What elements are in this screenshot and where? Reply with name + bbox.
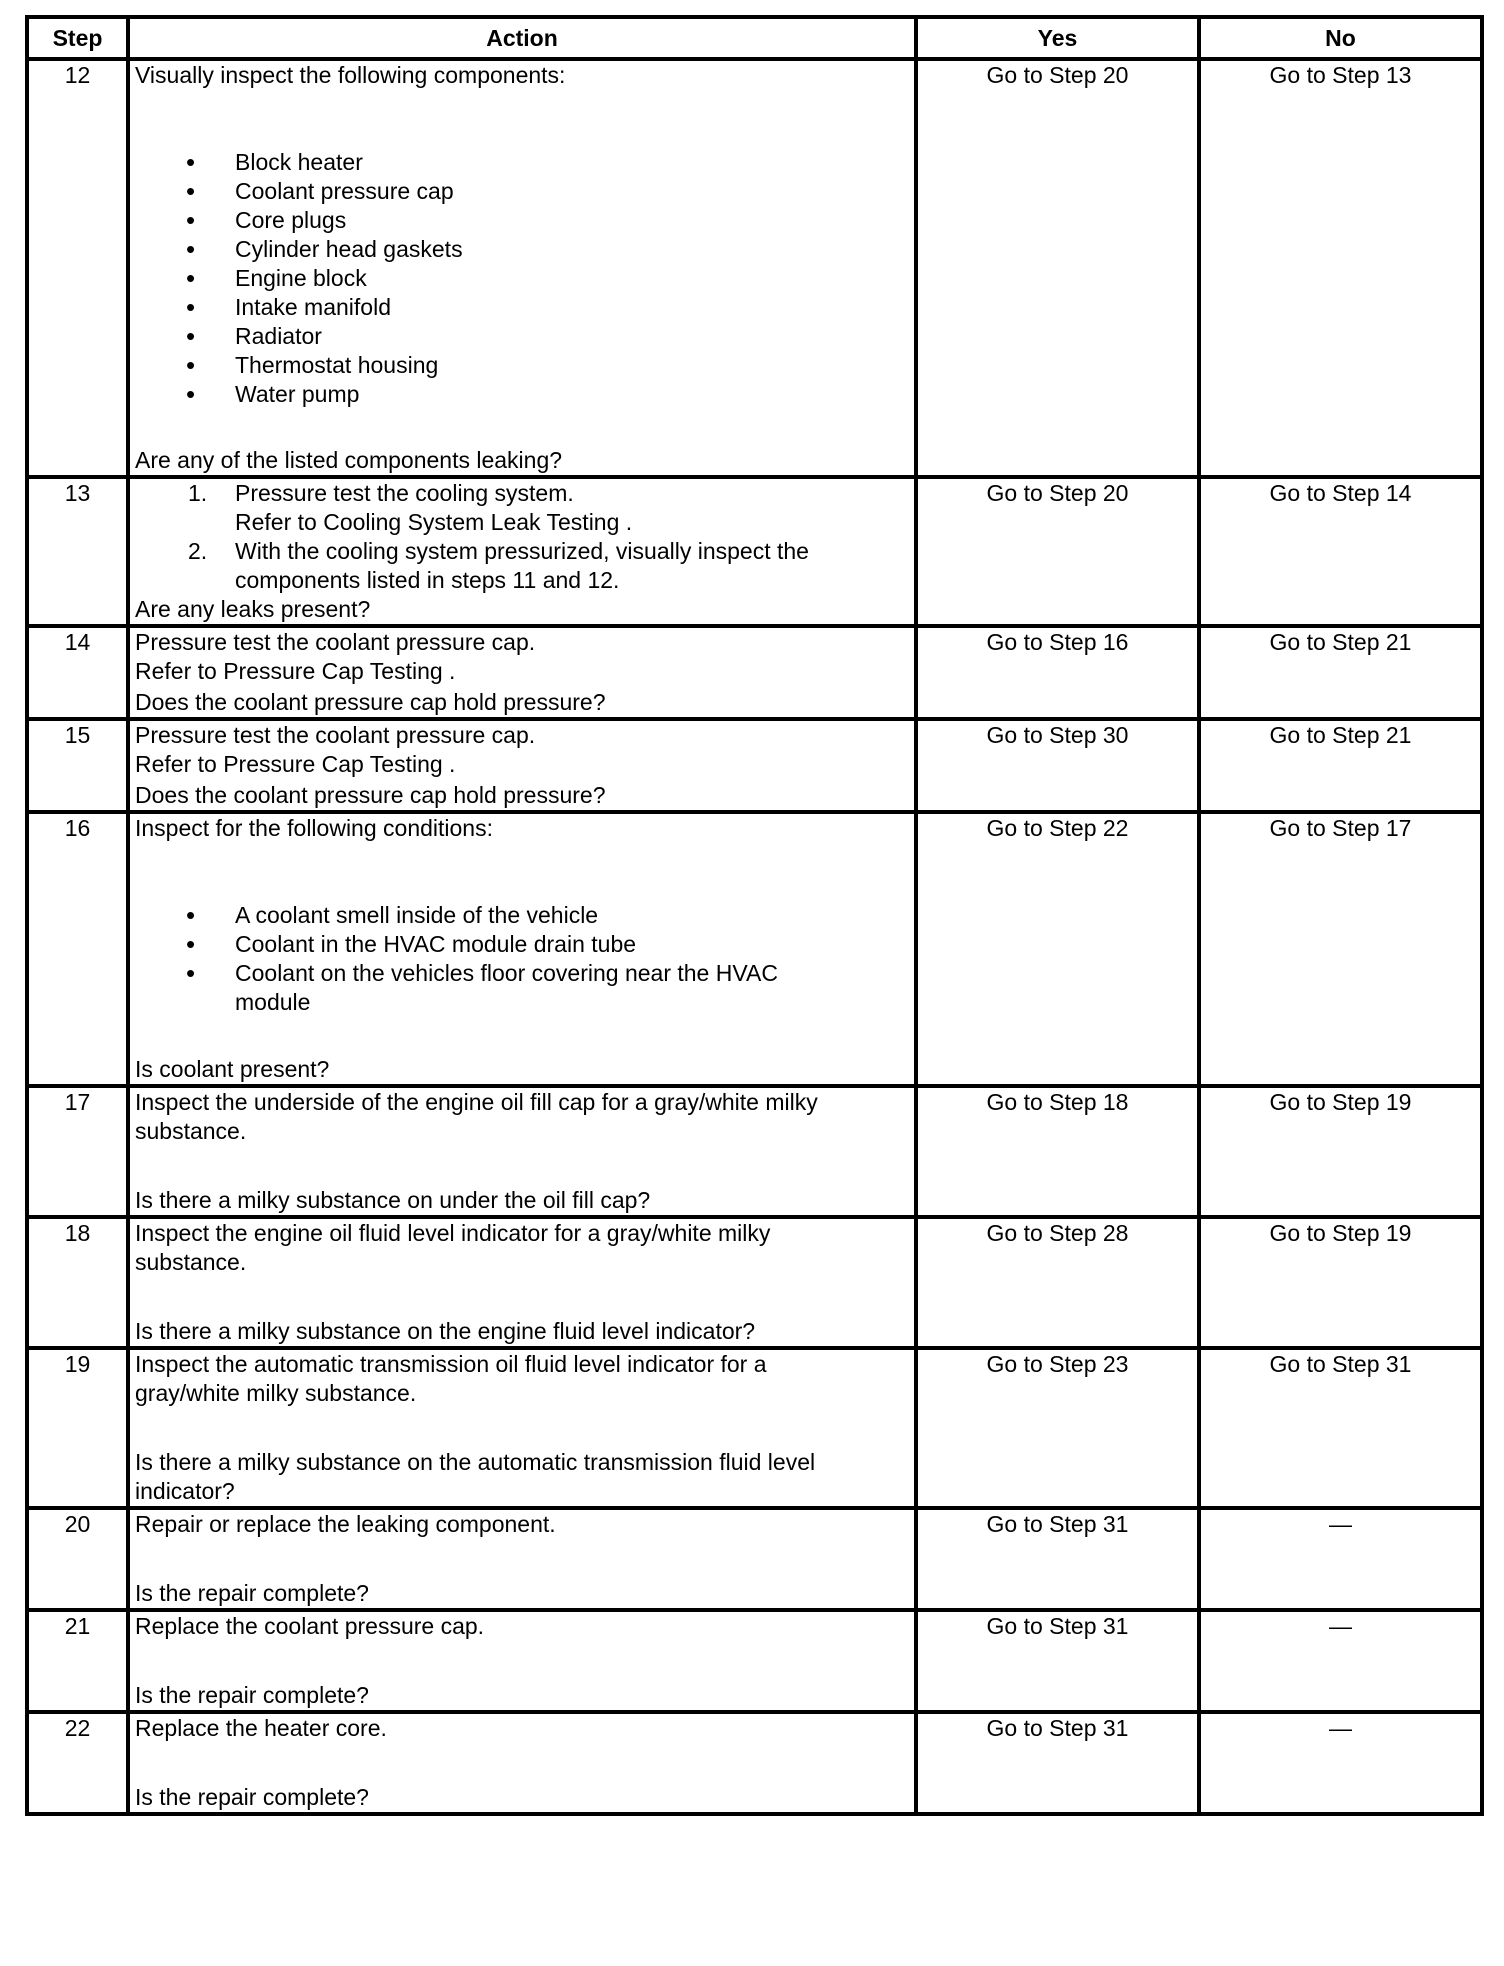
table-row (27, 59, 1482, 477)
list-item: • Core plugs (135, 206, 909, 235)
action-text: Pressure test the coolant pressure cap. (135, 722, 536, 748)
header-step: Step (27, 17, 128, 59)
header-action: Action (128, 17, 916, 59)
yes-result: Go to Step 20 (916, 59, 1199, 477)
table-row (27, 477, 1482, 626)
action-question: Are any leaks present? (135, 596, 371, 622)
list-item: • Coolant pressure cap (135, 177, 909, 206)
step-number: 14 (27, 626, 128, 719)
no-result: Go to Step 19 (1199, 1217, 1482, 1348)
table-row (27, 1712, 1482, 1814)
yes-result: Go to Step 18 (916, 1086, 1199, 1217)
step-number: 20 (27, 1508, 128, 1610)
table-row (27, 1610, 1482, 1712)
action-text: Replace the coolant pressure cap. (135, 1613, 485, 1639)
action-text: Inspect the underside of the engine oil fill cap for a gray/white milky substance. (135, 1089, 818, 1144)
step-number: 19 (27, 1348, 128, 1508)
table-row (27, 1348, 1482, 1508)
action-intro: Inspect for the following conditions: (135, 815, 493, 841)
yes-result: Go to Step 22 (916, 812, 1199, 1086)
action-cell (128, 1712, 916, 1814)
list-item: • Engine block (135, 264, 909, 293)
action-question: Does the coolant pressure cap hold pressure? (135, 782, 606, 808)
action-intro: Visually inspect the following components: (135, 62, 566, 88)
diagnostic-table (25, 15, 1484, 1816)
yes-result: Go to Step 23 (916, 1348, 1199, 1508)
action-question: Is the repair complete? (135, 1682, 369, 1708)
table-row (27, 1217, 1482, 1348)
list-number: 1. (188, 480, 208, 506)
action-cell (128, 812, 916, 1086)
step-number: 22 (27, 1712, 128, 1814)
step-number: 17 (27, 1086, 128, 1217)
list-item (135, 479, 909, 537)
table-row (27, 626, 1482, 719)
list-item: • Block heater (135, 148, 909, 177)
yes-result: Go to Step 16 (916, 626, 1199, 719)
no-result: Go to Step 21 (1199, 719, 1482, 812)
step-number: 15 (27, 719, 128, 812)
yes-result: Go to Step 31 (916, 1712, 1199, 1814)
header-row (27, 17, 1482, 59)
action-cell (128, 477, 916, 626)
action-cell (128, 1217, 916, 1348)
yes-result: Go to Step 30 (916, 719, 1199, 812)
list-text: Pressure test the cooling system. (235, 480, 574, 506)
list-item: • A coolant smell inside of the vehicle (135, 901, 909, 930)
action-cell (128, 719, 916, 812)
list-item: • Thermostat housing (135, 351, 909, 380)
action-text: Pressure test the coolant pressure cap. (135, 629, 536, 655)
action-text: Replace the heater core. (135, 1715, 387, 1741)
numbered-list (135, 479, 909, 595)
list-item: • Water pump (135, 380, 909, 409)
action-question: Is coolant present? (135, 1056, 330, 1082)
no-result: Go to Step 17 (1199, 812, 1482, 1086)
action-text: Inspect the engine oil fluid level indicator for a gray/white milky substance. (135, 1220, 771, 1275)
list-item: • Coolant on the vehicles floor covering near the HVAC module (135, 959, 909, 1017)
list-item (135, 537, 909, 595)
no-result: — (1199, 1712, 1482, 1814)
step-number: 18 (27, 1217, 128, 1348)
table-row (27, 1086, 1482, 1217)
action-cell (128, 626, 916, 719)
yes-result: Go to Step 20 (916, 477, 1199, 626)
action-cell (128, 1086, 916, 1217)
action-text: Repair or replace the leaking component. (135, 1511, 556, 1537)
header-yes: Yes (916, 17, 1199, 59)
list-number: 2. (188, 538, 208, 564)
list-item: • Coolant in the HVAC module drain tube (135, 930, 909, 959)
action-cell (128, 59, 916, 477)
no-result: Go to Step 31 (1199, 1348, 1482, 1508)
list-text: With the cooling system pressurized, visually inspect the components listed in steps 11 and 12. (235, 538, 809, 593)
action-question: Is there a milky substance on the automatic transmission fluid level indicator? (135, 1449, 816, 1504)
action-text: Refer to Pressure Cap Testing . (135, 751, 456, 777)
action-question: Is there a milky substance on the engine fluid level indicator? (135, 1318, 756, 1344)
action-cell (128, 1508, 916, 1610)
no-result: Go to Step 21 (1199, 626, 1482, 719)
list-text: Refer to Cooling System Leak Testing . (235, 509, 633, 535)
action-cell (128, 1610, 916, 1712)
no-result: — (1199, 1610, 1482, 1712)
yes-result: Go to Step 28 (916, 1217, 1199, 1348)
action-text: Inspect the automatic transmission oil fluid level indicator for a gray/white milky substance. (135, 1351, 767, 1406)
list-item: • Cylinder head gaskets (135, 235, 909, 264)
action-question: Are any of the listed components leaking? (135, 447, 563, 473)
yes-result: Go to Step 31 (916, 1508, 1199, 1610)
yes-result: Go to Step 31 (916, 1610, 1199, 1712)
list-item: • Intake manifold (135, 293, 909, 322)
no-result: Go to Step 19 (1199, 1086, 1482, 1217)
action-question: Is the repair complete? (135, 1580, 369, 1606)
action-question: Is there a milky substance on under the oil fill cap? (135, 1187, 651, 1213)
no-result: Go to Step 14 (1199, 477, 1482, 626)
action-question: Does the coolant pressure cap hold pressure? (135, 689, 606, 715)
header-no: No (1199, 17, 1482, 59)
action-cell (128, 1348, 916, 1508)
step-number: 16 (27, 812, 128, 1086)
table-row (27, 1508, 1482, 1610)
step-number: 21 (27, 1610, 128, 1712)
condition-list (135, 901, 909, 1017)
table-row (27, 812, 1482, 1086)
table-row (27, 719, 1482, 812)
step-number: 12 (27, 59, 128, 477)
list-item: • Radiator (135, 322, 909, 351)
component-list (135, 148, 909, 409)
no-result: Go to Step 13 (1199, 59, 1482, 477)
no-result: — (1199, 1508, 1482, 1610)
action-question: Is the repair complete? (135, 1784, 369, 1810)
step-number: 13 (27, 477, 128, 626)
action-text: Refer to Pressure Cap Testing . (135, 658, 456, 684)
